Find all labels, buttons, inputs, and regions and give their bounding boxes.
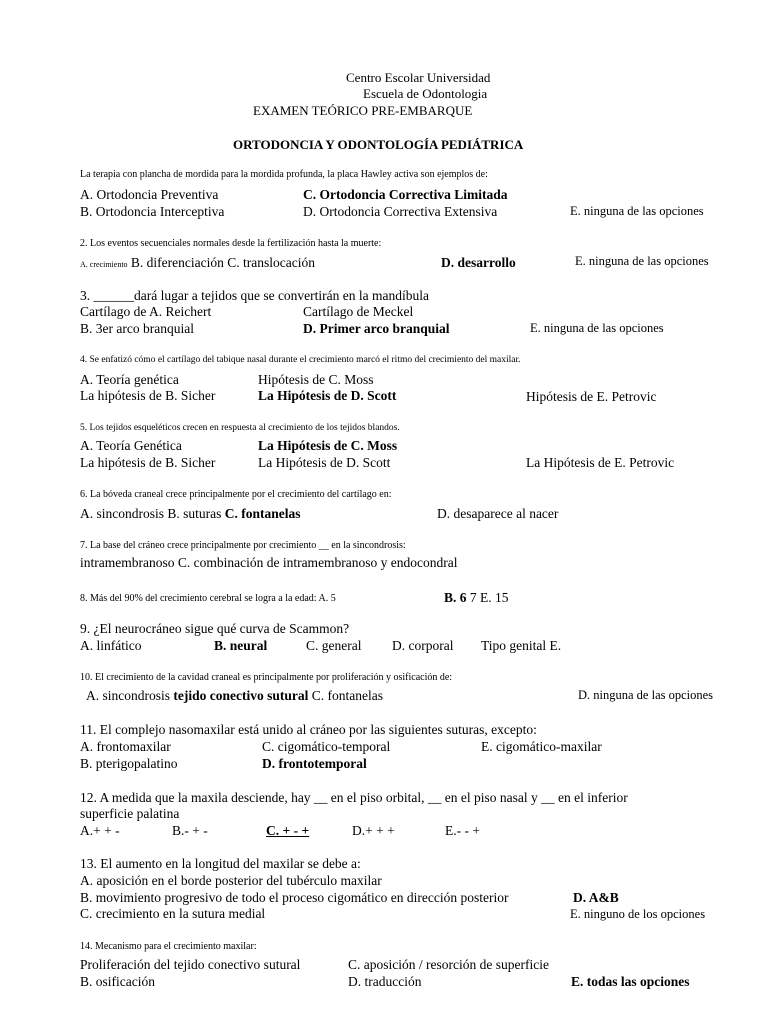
q9-option-d: D. corporal bbox=[392, 638, 454, 653]
q14-option-c: C. aposición / resorción de superficie bbox=[348, 957, 549, 972]
q14-option-a: Proliferación del tejido conectivo sutural bbox=[80, 957, 301, 972]
q4-option-e: Hipótesis de E. Petrovic bbox=[526, 389, 657, 404]
question-14-text: 14. Mecanismo para el crecimiento maxilar: bbox=[80, 941, 257, 952]
q12-option-e: E.- - + bbox=[445, 823, 480, 838]
q4-option-b: La hipótesis de B. Sicher bbox=[80, 388, 216, 403]
q11-option-d: D. frontotemporal bbox=[262, 756, 367, 771]
q2-option-e: E. ninguna de las opciones bbox=[575, 254, 709, 268]
q11-option-b: B. pterigopalatino bbox=[80, 756, 178, 771]
question-1-text: La terapia con plancha de mordida para la mordida profunda, la placa Hawley activa son ejemplos de: bbox=[80, 169, 488, 180]
q8-option-b: B. 6 bbox=[444, 590, 467, 605]
q4-option-d: La Hipótesis de D. Scott bbox=[258, 388, 397, 403]
q4-option-c: Hipótesis de C. Moss bbox=[258, 372, 374, 387]
q12-option-c: C. + - + bbox=[266, 823, 310, 838]
question-11-text: 11. El complejo nasomaxilar está unido al cráneo por las siguientes suturas, excepto: bbox=[80, 722, 537, 737]
q9-option-b: B. neural bbox=[214, 638, 268, 653]
q6-option-c: C. fontanelas bbox=[224, 506, 301, 521]
q1-option-a: A. Ortodoncia Preventiva bbox=[80, 187, 219, 202]
q3-option-e: E. ninguna de las opciones bbox=[530, 321, 664, 335]
q2-options-row bbox=[80, 255, 315, 273]
q9-option-a: A. linfático bbox=[80, 638, 142, 653]
question-3-text: 3. ______dará lugar a tejidos que se convertirán en la mandíbula bbox=[80, 288, 430, 303]
q10-option-a: A. sincondrosis bbox=[86, 688, 170, 703]
school-name: Centro Escolar Universidad bbox=[346, 70, 491, 85]
q6-options-row bbox=[80, 506, 301, 522]
question-4-text: 4. Se enfatizó cómo el cartílago del tabique nasal durante el crecimiento marcó el ritmo del crecimiento del maxilar. bbox=[80, 355, 521, 365]
q11-option-c: C. cigomático-temporal bbox=[262, 739, 391, 754]
q14-option-e: E. todas las opciones bbox=[571, 974, 690, 989]
question-2-text: 2. Los eventos secuenciales normales desde la fertilización hasta la muerte: bbox=[80, 238, 382, 249]
question-6-text: 6. La bóveda craneal crece principalmente por el crecimiento del cartílago en: bbox=[80, 489, 392, 500]
q13-option-a: A. aposición en el borde posterior del tubérculo maxilar bbox=[80, 873, 382, 888]
q13-option-e: E. ninguno de los opciones bbox=[570, 907, 706, 921]
q12-option-d: D.+ + + bbox=[352, 823, 395, 838]
question-9-text: 9. ¿El neurocráneo sigue qué curva de Scammon? bbox=[80, 621, 350, 636]
q1-option-d: D. Ortodoncia Correctiva Extensiva bbox=[303, 204, 498, 219]
question-7-text: 7. La base del cráneo crece principalmente por crecimiento __ en la sincondrosis: bbox=[80, 540, 406, 551]
question-5-text: 5. Los tejidos esqueléticos crecen en respuesta al crecimiento de los tejidos blandos. bbox=[80, 423, 400, 433]
q9-option-c: C. general bbox=[306, 638, 362, 653]
q5-option-a: A. Teoría Genética bbox=[80, 438, 182, 453]
q1-option-e: E. ninguna de las opciones bbox=[570, 204, 704, 218]
q10-options-row bbox=[86, 688, 383, 704]
q6-option-ab: A. sincondrosis B. suturas bbox=[80, 506, 222, 521]
q3-option-b: B. 3er arco branquial bbox=[80, 321, 194, 336]
question-12-text-cont: superficie palatina bbox=[80, 806, 180, 821]
q5-option-b: La hipótesis de B. Sicher bbox=[80, 455, 216, 470]
q13-option-c: C. crecimiento en la sutura medial bbox=[80, 906, 266, 921]
q4-option-a: A. Teoría genética bbox=[80, 372, 179, 387]
q5-option-c: La Hipótesis de C. Moss bbox=[258, 438, 398, 453]
q2-option-bc: B. diferenciación C. translocación bbox=[130, 255, 315, 270]
q1-option-c: C. Ortodoncia Correctiva Limitada bbox=[303, 187, 508, 202]
q10-option-d: D. ninguna de las opciones bbox=[578, 688, 714, 702]
q9-option-e: Tipo genital E. bbox=[481, 638, 562, 653]
q3-option-d: D. Primer arco branquial bbox=[303, 321, 450, 336]
faculty-name: Escuela de Odontologia bbox=[363, 86, 488, 101]
question-10-text: 10. El crecimiento de la cavidad craneal es principalmente por proliferación y osificación de: bbox=[80, 672, 453, 683]
exam-title: ORTODONCIA Y ODONTOLOGÍA PEDIÁTRICA bbox=[233, 137, 524, 152]
q13-option-d: D. A&B bbox=[573, 890, 619, 905]
question-8-text: 8. Más del 90% del crecimiento cerebral se logra a la edad: A. 5 bbox=[80, 593, 336, 604]
q11-option-a: A. frontomaxilar bbox=[80, 739, 171, 754]
q13-option-b: B. movimiento progresivo de todo el proceso cigomático en dirección posterior bbox=[80, 890, 509, 905]
q5-option-d: La Hipótesis de D. Scott bbox=[258, 455, 391, 470]
q10-option-c: C. fontanelas bbox=[311, 688, 383, 703]
q6-option-d: D. desaparece al nacer bbox=[437, 506, 559, 521]
exam-name: EXAMEN TEÓRICO PRE-EMBARQUE bbox=[253, 103, 473, 118]
q2-option-d: D. desarrollo bbox=[441, 255, 516, 270]
q1-option-b: B. Ortodoncia Interceptiva bbox=[80, 204, 225, 219]
q3-option-a: Cartílago de A. Reichert bbox=[80, 304, 212, 319]
q12-option-b: B.- + - bbox=[172, 823, 208, 838]
q2-option-a: A. crecimiento bbox=[80, 260, 128, 269]
q12-option-a: A.+ + - bbox=[80, 823, 120, 838]
q14-option-d: D. traducción bbox=[348, 974, 422, 989]
q5-option-e: La Hipótesis de E. Petrovic bbox=[526, 455, 675, 470]
question-13-text: 13. El aumento en la longitud del maxilar se debe a: bbox=[80, 856, 361, 871]
q11-option-e: E. cigomático-maxilar bbox=[481, 739, 602, 754]
q8-row bbox=[80, 589, 336, 606]
q8-answers bbox=[444, 590, 509, 606]
q3-option-c: Cartílago de Meckel bbox=[303, 304, 414, 319]
q10-option-b: tejido conectivo sutural bbox=[173, 688, 309, 703]
q7-options: intramembranoso C. combinación de intramembranoso y endocondral bbox=[80, 555, 458, 570]
question-12-text: 12. A medida que la maxila desciende, hay __ en el piso orbital, __ en el piso nasal y __ en el inferior bbox=[80, 790, 628, 805]
q8-option-rest: 7 E. 15 bbox=[469, 590, 509, 605]
q14-option-b: B. osificación bbox=[80, 974, 155, 989]
